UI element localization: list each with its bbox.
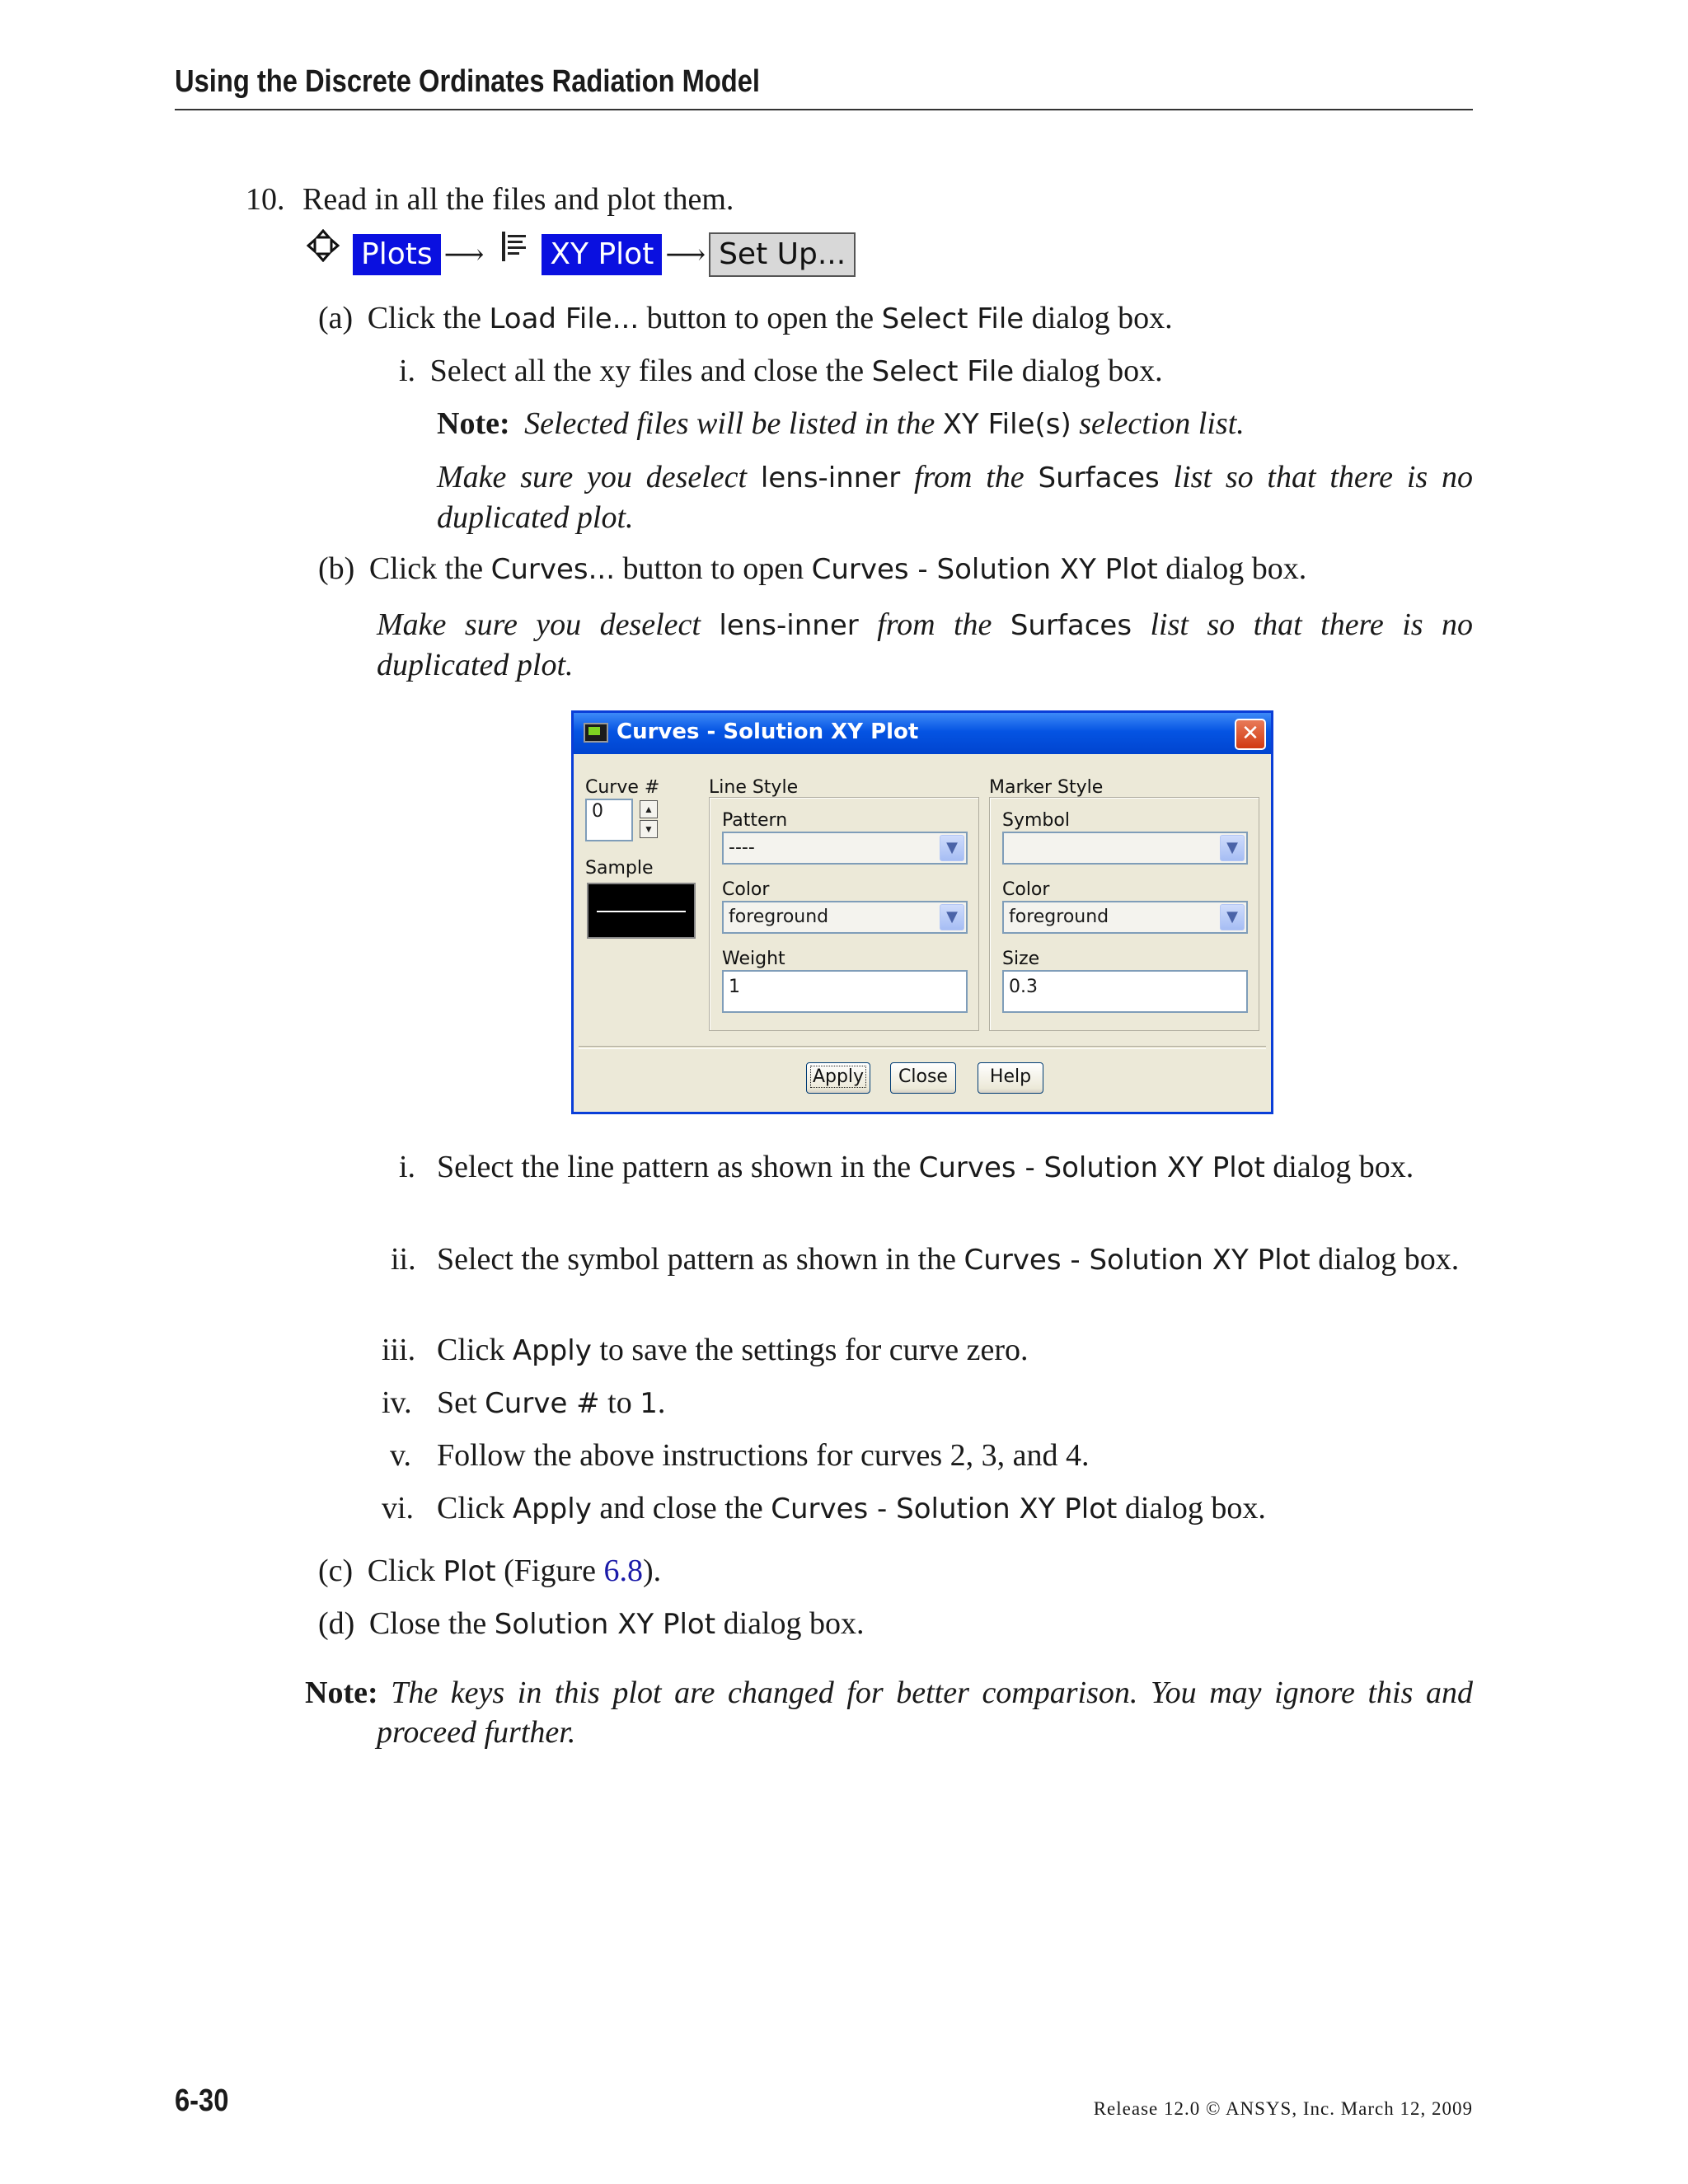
text: dialog box. bbox=[1157, 551, 1307, 586]
step-d-label: (d) bbox=[318, 1606, 355, 1641]
header-rule bbox=[175, 109, 1473, 110]
move-icon bbox=[307, 229, 340, 262]
text: dialog box. bbox=[1117, 1491, 1266, 1526]
close-button[interactable]: Close bbox=[890, 1062, 956, 1094]
curves-dialog-ref: Curves - Solution XY Plot bbox=[811, 553, 1158, 586]
make-sure-a bbox=[437, 457, 1473, 537]
pattern-label: Pattern bbox=[722, 810, 788, 831]
note-selected-files bbox=[437, 404, 1245, 444]
chevron-down-icon[interactable]: ▼ bbox=[1220, 835, 1245, 861]
text: Close the bbox=[368, 1606, 495, 1641]
sample-label: Sample bbox=[585, 858, 654, 879]
pattern-dropdown[interactable] bbox=[722, 832, 968, 865]
text: dialog box. bbox=[1264, 1150, 1414, 1184]
curve-number-ref: Curve # bbox=[485, 1387, 600, 1420]
text: list so that there is no duplicated plot. bbox=[377, 607, 1474, 682]
button-separator bbox=[579, 1046, 1266, 1049]
text: selection list. bbox=[1071, 406, 1245, 441]
step-b-v-label: v. bbox=[390, 1438, 412, 1473]
step-c bbox=[318, 1551, 661, 1591]
text: list so that there is no duplicated plot. bbox=[437, 460, 1473, 535]
step-a bbox=[318, 298, 1173, 339]
note-keys bbox=[305, 1673, 1473, 1752]
curve-value-ref: 1 bbox=[640, 1387, 658, 1420]
step-b-ii-label: ii. bbox=[391, 1242, 416, 1277]
text: Make sure you deselect bbox=[377, 607, 720, 642]
load-file-ref: Load File... bbox=[489, 302, 640, 335]
step-a-i bbox=[399, 351, 1163, 391]
text: Follow the above instructions for curves 2, 3, and 4. bbox=[437, 1438, 1090, 1473]
note-label: Note: bbox=[305, 1675, 378, 1710]
select-file-ref: Select File bbox=[881, 302, 1025, 335]
text: ). bbox=[642, 1554, 662, 1588]
lens-inner-ref: lens-inner bbox=[719, 609, 859, 642]
step-b-ii bbox=[391, 1240, 1473, 1280]
step-b-label: (b) bbox=[318, 551, 355, 586]
line-color-label: Color bbox=[722, 879, 770, 900]
chevron-down-icon[interactable]: ▼ bbox=[1220, 904, 1245, 930]
chevron-down-icon[interactable]: ▼ bbox=[940, 904, 964, 930]
text: to bbox=[599, 1385, 640, 1420]
marker-style-label: Marker Style bbox=[989, 777, 1104, 798]
text: to save the settings for curve zero. bbox=[591, 1333, 1029, 1367]
spin-down-button[interactable]: ▼ bbox=[640, 820, 658, 838]
weight-label: Weight bbox=[722, 949, 785, 969]
curves-ref: Curves... bbox=[490, 553, 616, 586]
text: dialog box. bbox=[1014, 354, 1163, 388]
step-d bbox=[318, 1604, 865, 1644]
xy-files-ref: XY File(s) bbox=[942, 408, 1071, 441]
text: Click bbox=[367, 1554, 443, 1588]
text: Click the bbox=[367, 301, 490, 335]
step-number: 10. bbox=[246, 182, 285, 217]
size-input[interactable]: 0.3 bbox=[1002, 970, 1248, 1013]
spin-up-button[interactable]: ▲ bbox=[640, 800, 658, 818]
step-b-vi-label: vi. bbox=[382, 1491, 415, 1526]
marker-color-dropdown[interactable] bbox=[1002, 901, 1248, 934]
text: Make sure you deselect bbox=[437, 460, 761, 494]
text: Click bbox=[437, 1491, 513, 1526]
text: (Figure bbox=[495, 1554, 604, 1588]
step-a-i-label: i. bbox=[399, 354, 416, 388]
text: from the bbox=[858, 607, 1010, 642]
xy-plot-icon bbox=[500, 230, 528, 263]
note-text: The keys in this plot are changed for better comparison. You may ignore this and proceed further. bbox=[377, 1675, 1473, 1750]
apply-ref: Apply bbox=[512, 1334, 592, 1367]
text: dialog box. bbox=[715, 1606, 865, 1641]
step-b-iv-label: iv. bbox=[382, 1385, 412, 1420]
text: button to open the bbox=[639, 301, 882, 335]
plots-menu-button[interactable]: Plots bbox=[353, 234, 441, 275]
step-b-iii-label: iii. bbox=[382, 1333, 416, 1367]
surfaces-ref: Surfaces bbox=[1010, 609, 1132, 642]
menu-path bbox=[307, 231, 856, 279]
solution-xy-plot-ref: Solution XY Plot bbox=[494, 1608, 716, 1641]
text: dialog box. bbox=[1310, 1242, 1460, 1277]
surfaces-ref: Surfaces bbox=[1038, 462, 1160, 494]
text: Select the line pattern as shown in the bbox=[437, 1150, 919, 1184]
lens-inner-ref: lens-inner bbox=[760, 462, 901, 494]
chevron-down-icon[interactable]: ▼ bbox=[940, 835, 964, 861]
marker-color-value: foreground bbox=[1009, 907, 1109, 927]
step-b-vi bbox=[382, 1488, 1266, 1529]
page-header-title: Using the Discrete Ordinates Radiation Model bbox=[175, 64, 761, 99]
text: dialog box. bbox=[1024, 301, 1173, 335]
figure-link[interactable]: 6.8 bbox=[603, 1554, 643, 1588]
symbol-label: Symbol bbox=[1002, 810, 1070, 831]
step-c-label: (c) bbox=[318, 1554, 354, 1588]
pattern-value: ---- bbox=[729, 837, 755, 858]
help-button[interactable]: Help bbox=[978, 1062, 1043, 1094]
curves-dialog-ref: Curves - Solution XY Plot bbox=[771, 1493, 1118, 1526]
line-color-dropdown[interactable] bbox=[722, 901, 968, 934]
step-b bbox=[318, 549, 1306, 589]
plot-ref: Plot bbox=[443, 1555, 496, 1588]
path-arrow: ⟶ bbox=[665, 240, 706, 270]
text: Selected files will be listed in the bbox=[524, 406, 943, 441]
path-arrow: ⟶ bbox=[443, 240, 485, 270]
step-b-i bbox=[399, 1147, 1473, 1188]
note-label: Note: bbox=[437, 406, 510, 441]
curve-number-input[interactable]: 0 bbox=[585, 799, 633, 841]
curves-dialog-ref: Curves - Solution XY Plot bbox=[918, 1151, 1265, 1184]
step-b-v bbox=[390, 1436, 1090, 1475]
text: Click bbox=[437, 1333, 513, 1367]
text: from the bbox=[900, 460, 1039, 494]
size-label: Size bbox=[1002, 949, 1040, 969]
apply-ref: Apply bbox=[512, 1493, 592, 1526]
line-color-value: foreground bbox=[729, 907, 829, 927]
sample-line bbox=[597, 911, 686, 912]
text: . bbox=[657, 1385, 666, 1420]
release-info: Release 12.0 © ANSYS, Inc. March 12, 2009 bbox=[1093, 2098, 1473, 2119]
page-number: 6-30 bbox=[175, 2083, 229, 2118]
text: button to open bbox=[615, 551, 812, 586]
line-style-label: Line Style bbox=[709, 777, 799, 798]
step-b-i-label: i. bbox=[399, 1150, 416, 1184]
step-text: Read in all the files and plot them. bbox=[302, 182, 734, 217]
text: and close the bbox=[591, 1491, 771, 1526]
step-a-label: (a) bbox=[318, 301, 354, 335]
apply-label: Apply bbox=[812, 1066, 865, 1087]
dialog-title: Curves - Solution XY Plot bbox=[617, 719, 919, 744]
app-icon bbox=[584, 723, 608, 743]
apply-button[interactable] bbox=[806, 1062, 870, 1094]
curves-dialog-ref: Curves - Solution XY Plot bbox=[964, 1244, 1311, 1277]
text: Set bbox=[437, 1385, 485, 1420]
curve-number-label: Curve # bbox=[585, 777, 660, 798]
marker-color-label: Color bbox=[1002, 879, 1050, 900]
weight-input[interactable]: 1 bbox=[722, 970, 968, 1013]
step-b-iii bbox=[382, 1330, 1029, 1371]
step-b-iv bbox=[382, 1383, 665, 1423]
step-10 bbox=[246, 180, 734, 219]
text: Select all the xy files and close the bbox=[429, 354, 872, 388]
dialog-titlebar bbox=[574, 713, 1271, 754]
symbol-dropdown[interactable] bbox=[1002, 832, 1248, 865]
text: Click the bbox=[368, 551, 491, 586]
close-icon[interactable]: ✕ bbox=[1235, 719, 1266, 750]
make-sure-b bbox=[377, 605, 1473, 685]
curves-solution-xy-plot-dialog bbox=[571, 710, 1273, 1114]
set-up-button[interactable]: Set Up... bbox=[709, 232, 856, 277]
line-sample-preview bbox=[587, 883, 696, 939]
xy-plot-menu-button[interactable]: XY Plot bbox=[542, 234, 662, 275]
text: Select the symbol pattern as shown in the bbox=[437, 1242, 964, 1277]
select-file-ref: Select File bbox=[871, 355, 1015, 388]
